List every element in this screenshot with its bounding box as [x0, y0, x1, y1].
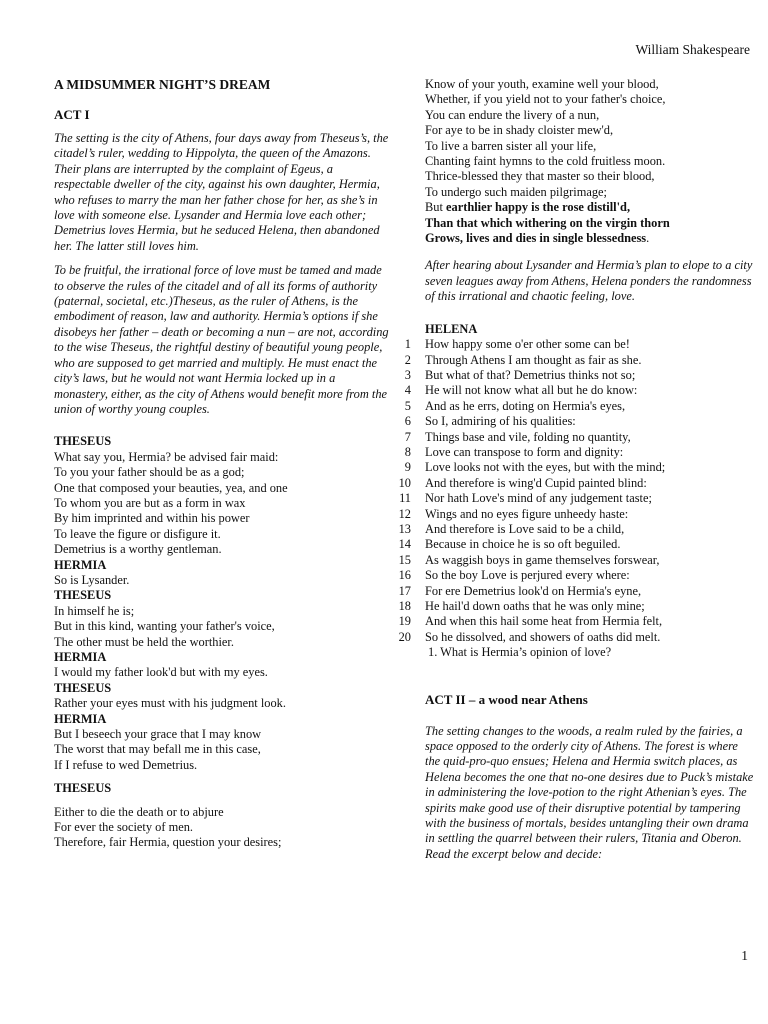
- page-number: 1: [741, 948, 748, 963]
- numbered-verse-line: [398, 629, 755, 645]
- verse-text: And therefore is wing'd Cupid painted blind:: [425, 475, 647, 490]
- act-heading: ACT II – a wood near Athens: [425, 691, 588, 707]
- verse-line: To whom you are but as a form in wax: [54, 495, 246, 510]
- line-number: 1: [404, 337, 411, 352]
- numbered-verse-line: [404, 367, 755, 383]
- numbered-verse-line: [399, 491, 755, 506]
- verse-line: Chanting faint hymns to the cold fruitless moon.: [425, 154, 666, 169]
- verse-text: Through Athens I am thought as fair as she.: [425, 352, 642, 367]
- verse-line: In himself he is;: [54, 603, 135, 618]
- speaker-name: THESEUS: [54, 588, 112, 603]
- verse-text: So he dissolved, and showers of oaths did melt.: [425, 629, 661, 644]
- numbered-verse-line: [398, 506, 755, 522]
- line-number: 6: [404, 414, 411, 429]
- verse-text: Love can transpose to form and dignity:: [425, 444, 624, 459]
- bold-verse-line: Than that which withering on the virgin thorn: [425, 215, 670, 230]
- line-number: 4: [404, 383, 411, 398]
- speaker-name: THESEUS: [54, 680, 112, 695]
- verse-line: Thrice-blessed they that master so their blood,: [425, 169, 655, 184]
- numbered-verse-line: [398, 583, 755, 599]
- verse-block: [425, 77, 755, 246]
- verse-text: He will not know what all but he do know:: [425, 383, 638, 398]
- verse-line: Rather your eyes must with his judgment look.: [54, 696, 286, 711]
- line-number: 3: [404, 367, 411, 382]
- line-number: 2: [404, 352, 411, 367]
- verse-text: As waggish boys in game themselves forswear,: [425, 552, 660, 567]
- line-number: 12: [398, 506, 411, 521]
- dialogue-block: [54, 434, 390, 851]
- numbered-verse-line: [398, 537, 755, 552]
- verse-line: [425, 231, 755, 246]
- speaker-name: HERMIA: [54, 650, 107, 664]
- line-number: 5: [404, 398, 411, 413]
- numbered-verse-line: [398, 475, 755, 491]
- line-number: 20: [398, 629, 411, 644]
- numbered-verse-line: [398, 521, 755, 537]
- verse-text: So I, admiring of his qualities:: [425, 414, 576, 429]
- right-column: [398, 77, 755, 871]
- numbered-verse-block: [398, 337, 755, 645]
- line-number: 9: [404, 460, 411, 475]
- verse-line: Either to die the death or to abjure: [54, 804, 224, 819]
- line-number: 16: [398, 568, 411, 583]
- speaker-name: THESEUS: [54, 434, 112, 449]
- speaker-name: THESEUS: [54, 781, 112, 796]
- bold-verse-text: earthlier happy is the rose distill'd,: [446, 200, 631, 215]
- verse-text: He hail'd down oaths that he was only mine;: [425, 599, 645, 613]
- verse-line: By him imprinted and within his power: [54, 511, 250, 526]
- verse-line: Whether, if you yield not to your father's choice,: [425, 92, 666, 107]
- synopsis-paragraph: The setting changes to the woods, a realm ruled by the fairies, a space opposed to the orderly city of Athens. The forest is where the quid-pro-quo ensues; Helena and Hermia switch places, as Helena becomes the one that no-one desires due to Puck’s mistake in administering the love-potion to the right Athenian’s eyes. The spirits make good use of their disruptive potential by tampering with the business of mortals, besides untangling their own drama in settling the quarrel between their rulers, Titania and Oberon. Read the excerpt below and decide:: [425, 723, 754, 861]
- speaker-name: HERMIA: [54, 557, 107, 572]
- speaker-name: HERMIA: [54, 711, 107, 726]
- verse-line-end: .: [646, 231, 650, 246]
- verse-text: Wings and no eyes figure unheedy haste:: [425, 506, 629, 521]
- verse-line: The worst that may befall me in this case,: [54, 742, 261, 757]
- verse-line: [425, 200, 755, 215]
- numbered-verse-line: [404, 414, 755, 429]
- numbered-verse-line: [398, 568, 755, 583]
- verse-text: But what of that? Demetrius thinks not so;: [425, 367, 636, 382]
- numbered-verse-line: [404, 444, 755, 460]
- running-header-author: William Shakespeare: [635, 42, 750, 57]
- verse-line: Know of your youth, examine well your blood,: [425, 77, 659, 91]
- left-column: [54, 77, 390, 851]
- verse-line: One that composed your beauties, yea, and one: [54, 480, 288, 495]
- study-question: 1. What is Hermia’s opinion of love?: [428, 645, 612, 660]
- verse-line-start: But: [425, 200, 446, 215]
- synopsis-paragraph: To be fruitful, the irrational force of love must be tamed and made to observe the rules of the citadel and of all its forms of authority (paternal, societal, etc.)Theseus, as the ruler of Athens, is the embodiment of reason, law and authority. Hermia’s options if she disobeys her father – death or becoming a nun – are not, according to the wise Theseus, the rightful destiny of beautiful young people, who are supposed to get married and multiply. He must enact the city’s laws, but he would not want Hermia locked up in a monastery, either, as the city of Athens would benefit more from the union of worthy young couples.: [54, 263, 389, 416]
- line-number: 10: [398, 475, 411, 490]
- line-number: 18: [398, 599, 411, 613]
- bold-verse-text: Grows, lives and dies in single blessedness: [425, 231, 647, 246]
- verse-line: Therefore, fair Hermia, question your desires;: [54, 835, 282, 850]
- line-number: 19: [398, 614, 411, 629]
- line-number: 17: [398, 583, 411, 598]
- numbered-verse-line: [404, 383, 755, 398]
- line-number: 14: [398, 537, 411, 552]
- verse-line: What say you, Hermia? be advised fair maid:: [54, 449, 279, 464]
- line-number: 7: [404, 429, 411, 444]
- verse-line: You can endure the livery of a nun,: [425, 107, 600, 122]
- verse-text: How happy some o'er other some can be!: [425, 337, 630, 352]
- numbered-verse-line: [404, 460, 755, 475]
- verse-line: For ever the society of men.: [54, 820, 194, 835]
- act-heading: ACT I: [54, 107, 90, 122]
- verse-text: So the boy Love is perjured every where:: [425, 568, 630, 583]
- numbered-verse-line: [398, 614, 755, 629]
- line-number: 8: [404, 444, 411, 459]
- verse-line: If I refuse to wed Demetrius.: [54, 757, 198, 772]
- verse-line: The other must be held the worthier.: [54, 634, 234, 649]
- verse-text: Things base and vile, folding no quantity,: [425, 429, 631, 444]
- synopsis-paragraph: After hearing about Lysander and Hermia’s plan to elope to a city seven leagues away from Athens, Helena ponders the randomness of this irrational and chaotic feeling, love.: [425, 258, 753, 304]
- play-title: A MIDSUMMER NIGHT’S DREAM: [54, 77, 271, 92]
- numbered-verse-line: [404, 429, 755, 445]
- verse-line: To live a barren sister all your life,: [425, 138, 597, 153]
- verse-line: To leave the figure or disfigure it.: [54, 526, 221, 541]
- verse-line: To undergo such maiden pilgrimage;: [425, 184, 607, 199]
- line-number: 13: [398, 521, 411, 536]
- verse-text: And as he errs, doting on Hermia's eyes,: [425, 398, 626, 413]
- line-number: 11: [399, 491, 411, 506]
- numbered-verse-line: [404, 398, 755, 414]
- verse-line: To you your father should be as a god;: [54, 465, 245, 480]
- verse-text: Because in choice he is so oft beguiled.: [425, 537, 621, 552]
- verse-line: I would my father look'd but with my eyes.: [54, 665, 268, 680]
- speaker-name: HELENA: [425, 321, 478, 336]
- synopsis-paragraph: The setting is the city of Athens, four days away from Theseus’s, the citadel’s ruler, wedding to Hippolyta, the queen of the Amazons. Their plans are interrupted by the complaint of Egeus, a respectable dweller of the city, against his own daughter, Hermia, who refuses to marry the man her father chose for her, as she’s in love with someone else. Lysander and Hermia love each other; Demetrius loves Hermia, but he seduced Helena, then abandoned her. The latter still loves him.: [54, 131, 389, 253]
- verse-text: Love looks not with the eyes, but with the mind;: [425, 460, 666, 475]
- numbered-verse-line: [404, 352, 755, 368]
- numbered-verse-line: [404, 337, 755, 352]
- verse-text: For ere Demetrius look'd on Hermia's eyne,: [425, 583, 642, 598]
- verse-line: Demetrius is a worthy gentleman.: [54, 542, 222, 557]
- verse-text: Nor hath Love's mind of any judgement taste;: [425, 491, 652, 506]
- verse-line: For aye to be in shady cloister mew'd,: [425, 123, 614, 138]
- verse-text: And therefore is Love said to be a child,: [425, 521, 625, 536]
- verse-text: And when this hail some heat from Hermia felt,: [425, 614, 663, 629]
- verse-line: But in this kind, wanting your father's voice,: [54, 619, 275, 634]
- verse-line: So is Lysander.: [54, 572, 130, 587]
- numbered-verse-line: [398, 552, 755, 568]
- line-number: 15: [398, 552, 411, 567]
- verse-line: But I beseech your grace that I may know: [54, 727, 262, 742]
- numbered-verse-line: [398, 599, 755, 614]
